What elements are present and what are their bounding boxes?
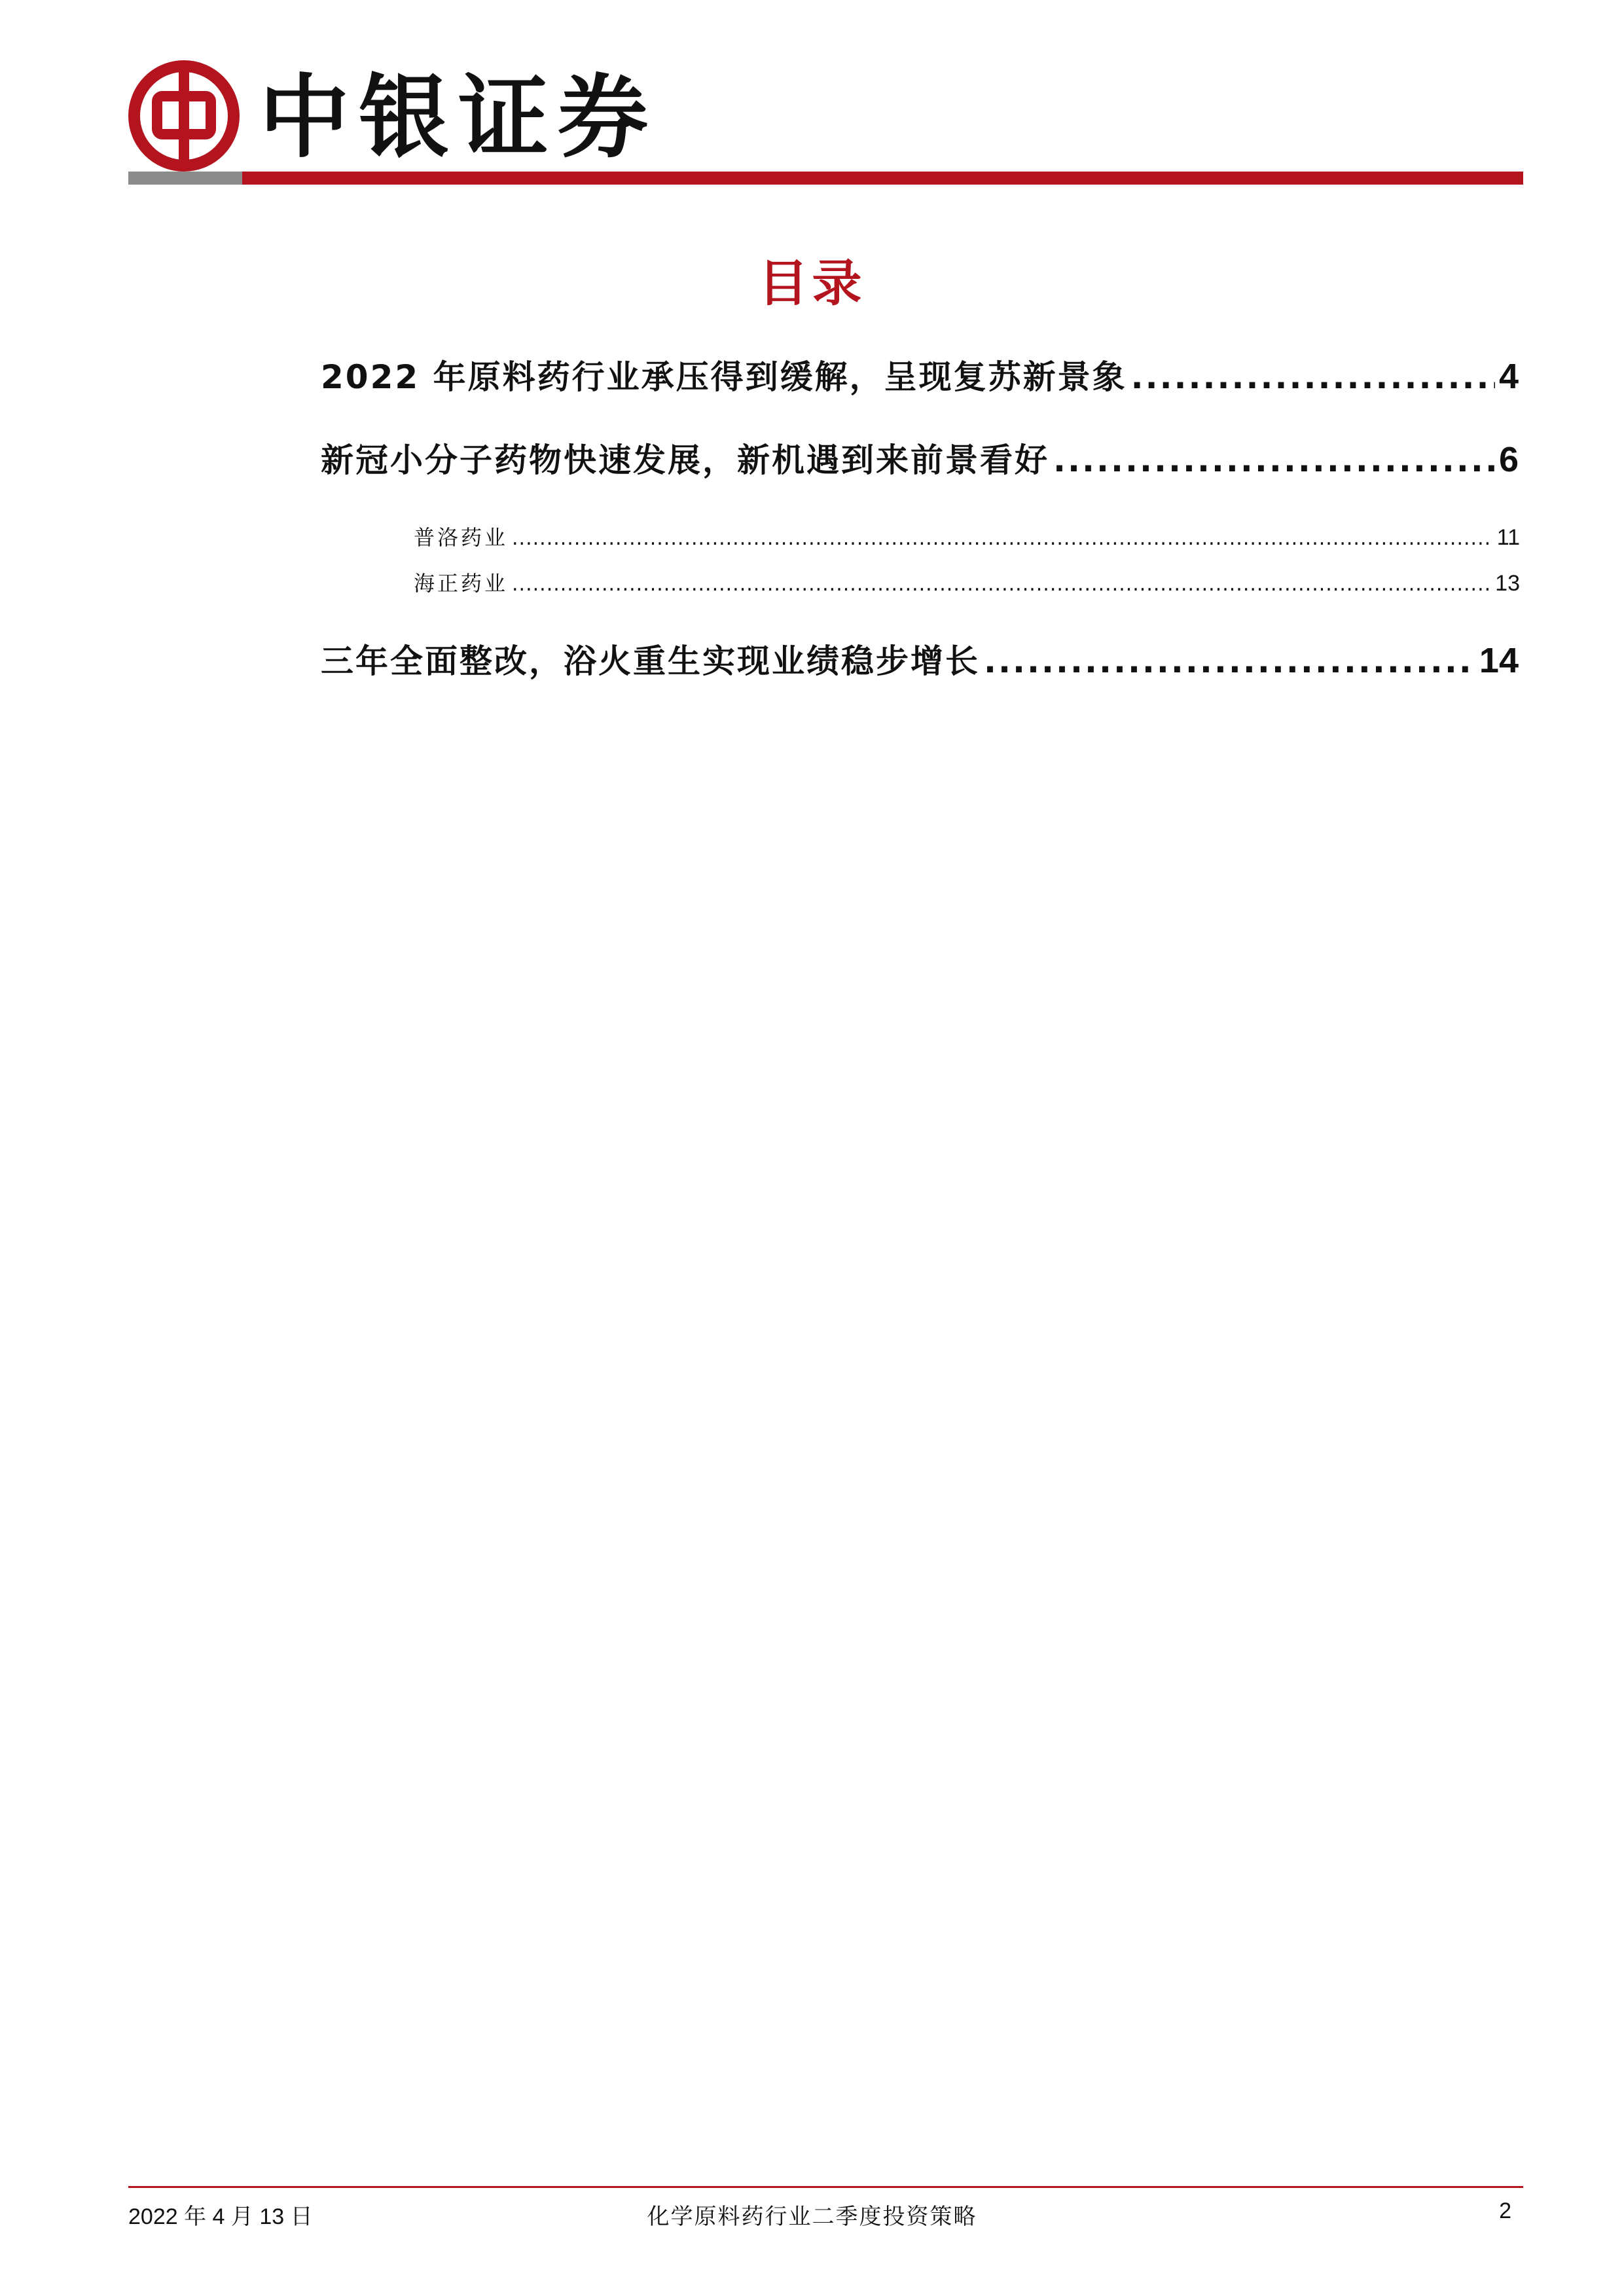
toc-entry-label: 三年全面整改，浴火重生实现业绩稳步增长: [321, 642, 980, 680]
toc-leader-dots: [984, 642, 1475, 680]
toc-entry-label: 海正药业: [414, 571, 509, 596]
toc-entry-page: 11: [1496, 525, 1520, 550]
header-rule-gray: [128, 172, 242, 185]
toc-entry-3[interactable]: [414, 521, 1520, 551]
page-header: [128, 60, 1529, 170]
toc-entry-label: 新冠小分子药物快速发展，新机遇到来前景看好: [321, 441, 1049, 479]
toc-leader-dots: [512, 527, 1493, 550]
brand-name: 中银证券: [259, 64, 658, 170]
header-rule-red: [242, 172, 1523, 185]
toc-entry-page: 13: [1495, 571, 1520, 596]
toc-entry-page: 4: [1498, 357, 1519, 396]
toc-leader-dots: [1053, 441, 1495, 479]
toc-entry-1[interactable]: [321, 351, 1519, 398]
toc-entry-page: 6: [1498, 440, 1519, 479]
footer-report-title: 化学原料药行业二季度投资策略: [647, 2204, 977, 2230]
toc-entry-4[interactable]: [414, 567, 1520, 597]
toc-entry-label: 普洛药业: [414, 525, 509, 550]
footer-page-number: 2: [1499, 2198, 1511, 2223]
footer-date: 2022 年 4 月 13 日: [128, 2204, 313, 2229]
toc-entry-page: 14: [1479, 641, 1519, 680]
boc-logo-icon: [128, 60, 240, 172]
toc-entry-5[interactable]: [321, 635, 1519, 682]
toc-leader-dots: [1131, 358, 1495, 396]
toc-leader-dots: [512, 573, 1491, 596]
toc-entry-label: 2022 年原料药行业承压得到缓解，呈现复苏新景象: [321, 358, 1127, 396]
toc-entry-2[interactable]: [321, 434, 1519, 481]
toc-title: 目录: [758, 254, 866, 312]
footer-rule: [128, 2186, 1523, 2188]
